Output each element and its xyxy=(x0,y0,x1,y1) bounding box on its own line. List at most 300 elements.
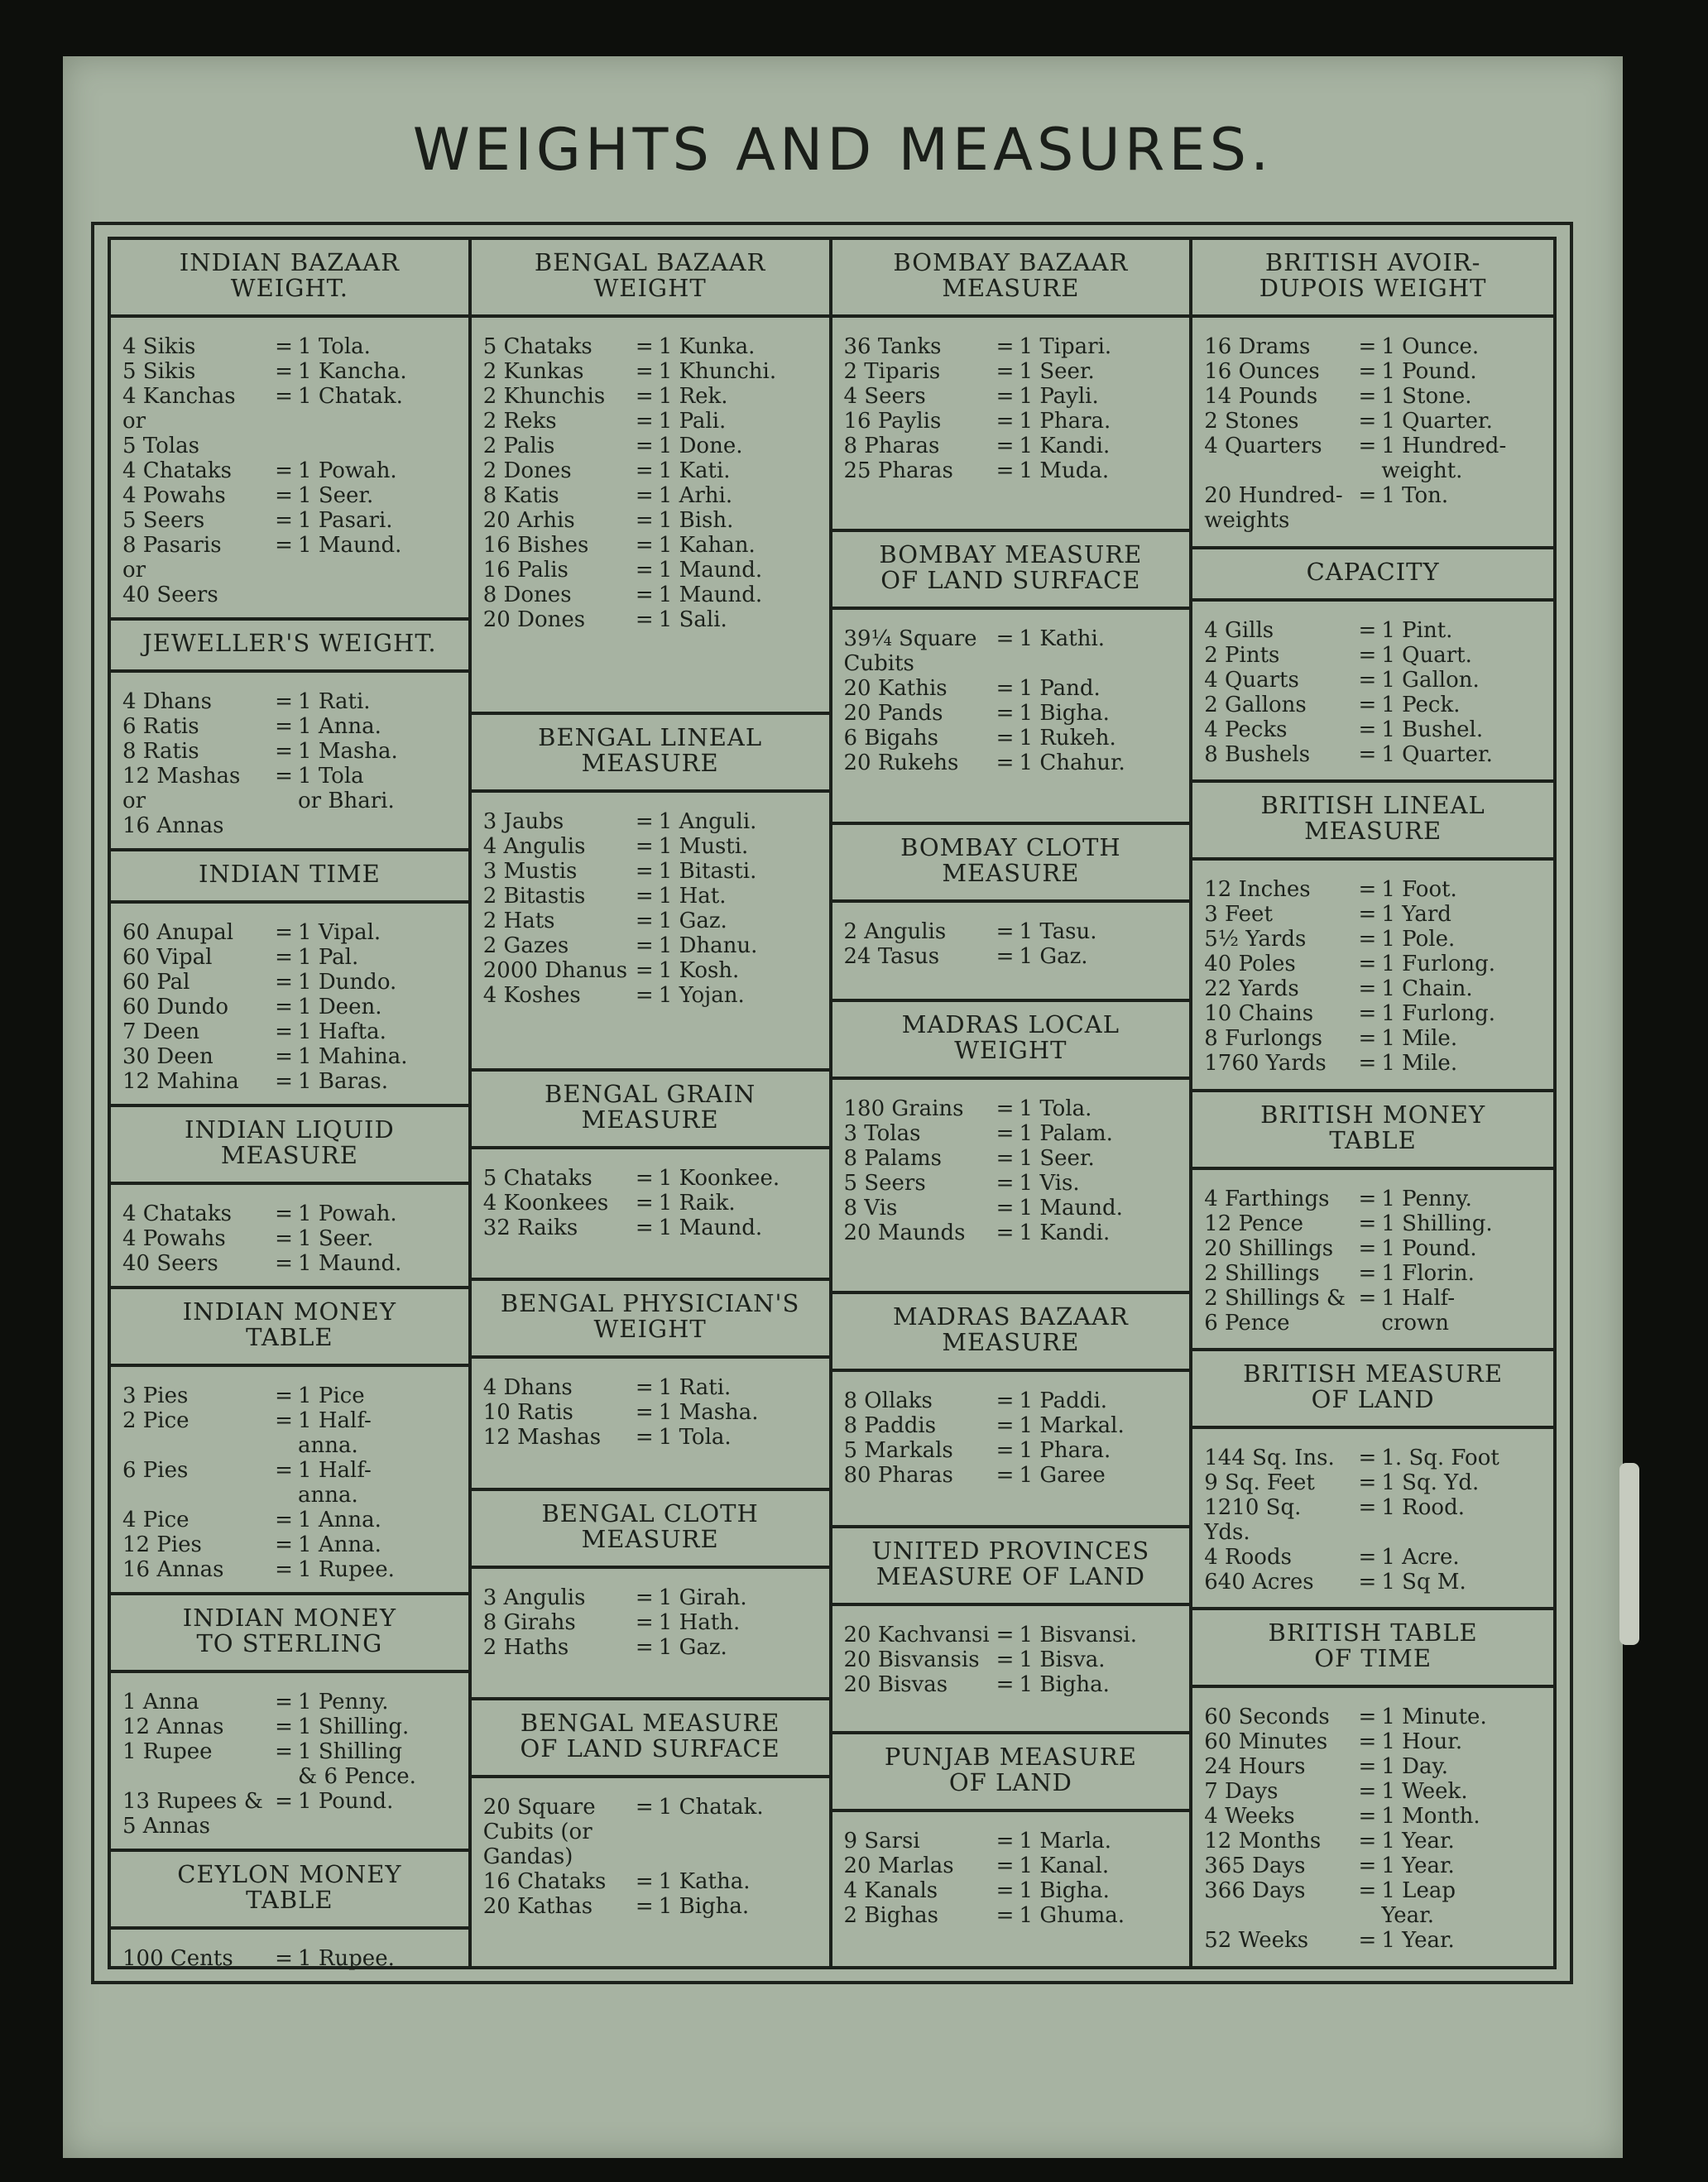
row-equivalent: 1 Pasari. xyxy=(298,508,393,533)
measure-table xyxy=(1192,1607,1553,1966)
measure-table xyxy=(111,617,468,848)
table-row xyxy=(844,458,1182,483)
row-equals: = xyxy=(275,1019,293,1044)
row-equals: = xyxy=(635,558,654,583)
row-equivalent: 1 Half- anna. xyxy=(298,1408,372,1458)
table-row xyxy=(1204,668,1545,693)
row-quantity: 60 Dundo xyxy=(122,995,228,1019)
measure-table xyxy=(472,712,829,1068)
row-equals: = xyxy=(996,918,1015,944)
row-equivalent: 1 Tola. xyxy=(1019,1096,1092,1121)
row-equals: = xyxy=(1358,1753,1377,1779)
row-quantity: 4 Roods xyxy=(1204,1544,1292,1570)
table-row xyxy=(1204,409,1545,434)
row-quantity: 2 Shillings xyxy=(1204,1260,1320,1286)
table-row xyxy=(122,689,460,714)
row-equals: = xyxy=(1358,483,1377,508)
row-equivalent: 1 Dundo. xyxy=(298,970,397,995)
row-quantity: 4 Weeks xyxy=(1204,1803,1295,1829)
table-row xyxy=(122,508,460,533)
row-equivalent: 1 Mile. xyxy=(1381,1050,1458,1076)
row-quantity: 16 Drams xyxy=(1204,334,1311,359)
row-equals: = xyxy=(275,920,293,945)
row-quantity: 3 Mustis xyxy=(482,858,578,884)
row-quantity: 2 Angulis xyxy=(843,918,947,944)
row-equivalent: 1 Year. xyxy=(1381,1853,1455,1878)
row-equivalent: 1 Tasu. xyxy=(1019,918,1097,944)
row-equals: = xyxy=(635,533,654,558)
row-equivalent: 1 Yojan. xyxy=(658,982,745,1008)
row-equals: = xyxy=(275,458,293,483)
row-equals: = xyxy=(996,1388,1015,1413)
row-equivalent: 1 Month. xyxy=(1381,1803,1480,1829)
row-equivalent: 1 Pound. xyxy=(1381,359,1477,384)
table-row xyxy=(844,1647,1182,1672)
table-row xyxy=(483,859,821,884)
table-row xyxy=(1204,742,1545,767)
row-equivalent: 1 Pand. xyxy=(1019,676,1101,702)
row-equivalent: 1 Foot. xyxy=(1381,876,1457,902)
row-equals: = xyxy=(635,508,654,533)
table-row xyxy=(844,751,1182,775)
row-quantity: 30 Deen xyxy=(122,1044,214,1069)
row-equivalent: 1. Sq. Foot xyxy=(1381,1445,1499,1470)
row-equivalent: 1 Hundred- weight. xyxy=(1381,434,1507,483)
row-quantity: 8 Paddis xyxy=(843,1412,937,1438)
row-equivalent: 1 Hat. xyxy=(658,883,727,909)
row-equals: = xyxy=(275,1069,293,1094)
table-row xyxy=(483,884,821,909)
table-body xyxy=(472,793,829,1068)
row-quantity: 180 Grains xyxy=(843,1096,964,1121)
row-equals: = xyxy=(275,1739,293,1764)
row-equals: = xyxy=(996,458,1015,483)
row-equals: = xyxy=(635,607,654,632)
table-row xyxy=(122,1789,460,1839)
row-equivalent: 1 Deen. xyxy=(298,995,382,1019)
row-equivalent: 1 Chahur. xyxy=(1019,751,1125,776)
table-row xyxy=(122,1069,460,1094)
row-equals: = xyxy=(1358,1000,1377,1026)
row-equivalent: 1 Garee xyxy=(1019,1462,1106,1488)
row-equals: = xyxy=(996,1854,1015,1879)
table-row xyxy=(122,1532,460,1557)
table-row xyxy=(483,834,821,859)
table-row xyxy=(122,945,460,970)
row-equals: = xyxy=(275,1557,293,1582)
table-row xyxy=(1204,643,1545,668)
row-equivalent: 1 Tola. xyxy=(658,1425,732,1451)
row-quantity: 3 Angulis xyxy=(482,1585,586,1610)
table-row xyxy=(122,533,460,607)
table-row xyxy=(483,558,821,583)
column-3 xyxy=(832,240,1193,1966)
table-row xyxy=(483,384,821,409)
row-equals: = xyxy=(635,933,654,958)
table-row xyxy=(1204,384,1545,409)
row-quantity: 20 Kachvansi xyxy=(843,1623,990,1648)
table-row xyxy=(483,809,821,834)
row-equivalent: 1 Maund. xyxy=(658,558,763,583)
row-equivalent: 1 Kancha. xyxy=(298,359,407,384)
table-row xyxy=(844,1388,1182,1413)
row-equivalent: 1 Gaz. xyxy=(658,1634,727,1660)
row-equals: = xyxy=(996,1903,1015,1929)
row-quantity: 640 Acres xyxy=(1204,1569,1314,1595)
row-equivalent: 1 Paddi. xyxy=(1019,1388,1108,1413)
row-quantity: 4 Quarters xyxy=(1204,434,1322,458)
table-row xyxy=(122,384,460,458)
row-equivalent: 1 Mile. xyxy=(1381,1025,1458,1051)
row-equivalent: 1 Gaz. xyxy=(658,908,727,933)
table-row xyxy=(844,1854,1182,1878)
table-row xyxy=(122,1384,460,1408)
row-equals: = xyxy=(635,1375,654,1401)
table-heading: BENGAL CLOTH MEASURE xyxy=(472,1491,829,1569)
row-quantity: 1 Rupee xyxy=(122,1739,213,1764)
measure-table xyxy=(1192,1089,1553,1348)
table-row xyxy=(1204,1187,1545,1211)
row-equivalent: 1 Pound. xyxy=(1381,1235,1477,1261)
measure-table xyxy=(111,1849,468,1981)
row-quantity: 16 Ounces xyxy=(1204,359,1320,384)
row-equivalent: 1 Marla. xyxy=(1019,1829,1111,1854)
row-equals: = xyxy=(1358,1211,1377,1236)
row-equals: = xyxy=(1358,1877,1377,1903)
row-quantity: 8 Katis xyxy=(482,483,559,508)
row-equals: = xyxy=(275,739,293,764)
row-equivalent: 1 Khunchi. xyxy=(658,359,777,384)
row-equals: = xyxy=(1358,1050,1377,1076)
row-equals: = xyxy=(635,883,654,909)
row-quantity: 20 Shillings xyxy=(1204,1235,1334,1261)
row-equals: = xyxy=(996,1145,1015,1171)
table-row xyxy=(1204,693,1545,717)
row-equals: = xyxy=(275,1532,293,1557)
row-equivalent: 1 Penny. xyxy=(298,1690,389,1714)
row-equivalent: 1 Tipari. xyxy=(1019,334,1112,359)
table-row xyxy=(1204,1705,1545,1729)
row-equals: = xyxy=(635,1894,654,1920)
page xyxy=(63,56,1623,2158)
table-heading: BRITISH MEASURE OF LAND xyxy=(1192,1351,1553,1429)
row-equivalent: 1 Pice xyxy=(298,1384,365,1408)
row-equals: = xyxy=(996,434,1015,458)
row-equals: = xyxy=(1358,1704,1377,1729)
row-quantity: 2 Pints xyxy=(1204,642,1280,668)
table-row xyxy=(1204,1854,1545,1878)
table-row xyxy=(122,1201,460,1226)
row-equivalent: 1 Rek. xyxy=(658,384,728,409)
table-row xyxy=(483,1425,821,1450)
measure-table xyxy=(472,1488,829,1697)
row-equivalent: 1 Katha. xyxy=(658,1869,751,1895)
measure-table xyxy=(111,848,468,1104)
row-equivalent: 1 Kosh. xyxy=(658,957,740,983)
row-equivalent: 1 Chatak. xyxy=(658,1795,764,1820)
row-equals: = xyxy=(275,1789,293,1814)
table-heading: BRITISH AVOIR- DUPOIS WEIGHT xyxy=(1192,240,1553,318)
row-quantity: 5 Markals xyxy=(843,1437,953,1463)
row-quantity: 4 Dhans xyxy=(122,689,212,714)
row-equals: = xyxy=(275,970,293,995)
row-equals: = xyxy=(996,1120,1015,1146)
row-quantity: 4 Seers xyxy=(843,384,926,409)
row-equals: = xyxy=(996,701,1015,727)
table-row xyxy=(483,1869,821,1894)
row-quantity: 4 Dhans xyxy=(482,1375,573,1401)
row-quantity: 2 Dones xyxy=(482,458,572,483)
table-body xyxy=(111,318,468,617)
row-equals: = xyxy=(635,434,654,458)
row-equals: = xyxy=(275,1226,293,1251)
row-equivalent: 1 Maund. xyxy=(1019,1195,1123,1220)
row-quantity: 13 Rupees & 5 Annas xyxy=(122,1789,263,1839)
row-quantity: 24 Tasus xyxy=(843,943,940,969)
table-row xyxy=(1204,1001,1545,1026)
row-quantity: 16 Palis xyxy=(482,558,569,583)
row-equals: = xyxy=(996,626,1015,652)
row-quantity: 60 Anupal xyxy=(122,920,234,945)
row-quantity: 1 Anna xyxy=(122,1690,199,1714)
table-row xyxy=(844,1903,1182,1928)
table-heading: BRITISH MONEY TABLE xyxy=(1192,1092,1553,1170)
table-body xyxy=(472,1569,829,1697)
row-equivalent: 1 Shilling. xyxy=(298,1714,410,1739)
row-quantity: 2 Palis xyxy=(482,434,555,458)
table-heading: BENGAL LINEAL MEASURE xyxy=(472,715,829,793)
row-quantity: 4 Powahs xyxy=(122,483,226,508)
measure-table xyxy=(111,1286,468,1592)
table-row xyxy=(844,1463,1182,1488)
table-row xyxy=(483,607,821,632)
table-row xyxy=(122,714,460,739)
table-row xyxy=(122,1508,460,1532)
measure-table xyxy=(111,1104,468,1286)
row-equivalent: 1 Phara. xyxy=(1019,1437,1111,1463)
row-equals: = xyxy=(1358,1828,1377,1854)
row-equals: = xyxy=(275,714,293,739)
row-quantity: 40 Poles xyxy=(1204,951,1296,976)
table-row xyxy=(844,1672,1182,1697)
row-equivalent: 1 Anna. xyxy=(298,1508,381,1532)
row-quantity: 20 Kathis xyxy=(843,676,948,702)
row-equals: = xyxy=(1358,692,1377,717)
row-equals: = xyxy=(275,764,293,789)
row-equivalent: 1 Bigha. xyxy=(1019,701,1110,727)
row-equals: = xyxy=(1358,1778,1377,1804)
row-equals: = xyxy=(635,1216,654,1240)
row-quantity: 4 Chataks xyxy=(122,1201,232,1226)
row-equals: = xyxy=(1358,359,1377,384)
row-equivalent: 1 Florin. xyxy=(1381,1260,1475,1286)
row-equals: = xyxy=(1358,1260,1377,1286)
row-equals: = xyxy=(275,1508,293,1532)
table-row xyxy=(1204,976,1545,1001)
row-equivalent: 1 Palam. xyxy=(1019,1120,1113,1146)
table-row xyxy=(844,676,1182,701)
table-heading: BENGAL MEASURE OF LAND SURFACE xyxy=(472,1700,829,1778)
row-equivalent: 1 Stone. xyxy=(1381,384,1472,409)
row-equals: = xyxy=(1358,642,1377,668)
table-row xyxy=(122,1739,460,1789)
measure-table xyxy=(1192,546,1553,779)
table-body xyxy=(832,1812,1190,1966)
table-row xyxy=(483,958,821,983)
row-equals: = xyxy=(275,1458,293,1483)
table-row xyxy=(1204,434,1545,483)
table-heading: INDIAN MONEY TABLE xyxy=(111,1289,468,1367)
table-body xyxy=(111,1367,468,1592)
row-equals: = xyxy=(996,1829,1015,1854)
row-equals: = xyxy=(996,676,1015,702)
row-equals: = xyxy=(275,1384,293,1408)
row-quantity: 20 Maunds xyxy=(843,1220,966,1245)
table-row xyxy=(122,1557,460,1582)
row-equals: = xyxy=(275,483,293,508)
row-equivalent: 1 Rati. xyxy=(298,689,371,714)
row-equals: = xyxy=(1358,876,1377,902)
table-row xyxy=(1204,877,1545,902)
row-equivalent: 1 Bisvansi. xyxy=(1019,1623,1137,1648)
row-quantity: 40 Seers xyxy=(122,1251,218,1276)
table-row xyxy=(1204,483,1545,533)
row-equals: = xyxy=(1358,976,1377,1001)
table-row xyxy=(122,1458,460,1508)
table-body xyxy=(472,1149,829,1278)
row-equivalent: 1 Kahan. xyxy=(658,533,756,558)
row-equivalent: 1 Minute. xyxy=(1381,1704,1487,1729)
row-equivalent: 1 Koonkee. xyxy=(658,1166,780,1191)
table-body xyxy=(832,903,1190,999)
table-row xyxy=(483,1400,821,1425)
row-equals: = xyxy=(635,384,654,409)
table-body xyxy=(1192,861,1553,1089)
table-row xyxy=(483,409,821,434)
table-row xyxy=(1204,1470,1545,1495)
row-quantity: 20 Marlas xyxy=(843,1854,954,1879)
row-equivalent: 1 Seer. xyxy=(298,483,374,508)
row-quantity: 4 Koshes xyxy=(482,982,581,1008)
row-equivalent: 1 Hath. xyxy=(658,1609,741,1635)
row-quantity: 24 Hours xyxy=(1204,1753,1306,1779)
table-heading: INDIAN LIQUID MEASURE xyxy=(111,1107,468,1185)
row-equivalent: 1 Masha. xyxy=(298,739,398,764)
table-row xyxy=(122,995,460,1019)
table-row xyxy=(122,764,460,838)
row-equivalent: 1 Acre. xyxy=(1381,1544,1460,1570)
measure-table xyxy=(832,999,1190,1291)
table-heading: BOMBAY CLOTH MEASURE xyxy=(832,825,1190,903)
table-row xyxy=(122,920,460,945)
row-quantity: 12 Inches xyxy=(1204,876,1311,902)
row-quantity: 8 Ratis xyxy=(122,739,199,764)
torn-edge xyxy=(1619,1463,1639,1645)
table-row xyxy=(122,1044,460,1069)
row-equals: = xyxy=(996,1220,1015,1245)
row-quantity: 2 Hats xyxy=(482,908,555,933)
row-quantity: 80 Pharas xyxy=(843,1462,953,1488)
row-equals: = xyxy=(996,409,1015,434)
table-row xyxy=(844,1096,1182,1121)
row-equals: = xyxy=(635,483,654,508)
row-quantity: 2 Shillings & 6 Pence xyxy=(1204,1285,1346,1336)
row-quantity: 8 Furlongs xyxy=(1204,1025,1322,1051)
row-equivalent: 1 Quarter. xyxy=(1381,409,1493,434)
row-quantity: 60 Vipal xyxy=(122,945,213,970)
row-equals: = xyxy=(996,1878,1015,1904)
row-equals: = xyxy=(635,957,654,983)
table-row xyxy=(1204,902,1545,927)
row-equals: = xyxy=(635,1795,654,1820)
row-quantity: 2 Gazes xyxy=(482,933,569,958)
table-row xyxy=(122,1019,460,1044)
row-quantity: 8 Pharas xyxy=(843,434,940,458)
column-1 xyxy=(111,240,472,1971)
row-equivalent: 1 Sq M. xyxy=(1381,1569,1466,1595)
row-quantity: 4 Quarts xyxy=(1204,667,1299,693)
table-row xyxy=(483,533,821,558)
row-equivalent: 1 Anna. xyxy=(298,1532,381,1557)
table-row xyxy=(483,359,821,384)
row-quantity: 12 Mashas xyxy=(482,1425,602,1451)
row-equivalent: 1 Day. xyxy=(1381,1753,1449,1779)
row-quantity: 20 Bisvas xyxy=(843,1672,948,1698)
row-quantity: 5½ Yards xyxy=(1204,926,1307,952)
row-equals: = xyxy=(275,1201,293,1226)
row-equals: = xyxy=(1358,434,1377,458)
table-body xyxy=(832,1606,1190,1731)
table-row xyxy=(122,1251,460,1276)
table-row xyxy=(844,726,1182,751)
row-equals: = xyxy=(1358,1803,1377,1829)
row-equivalent: 1 Kandi. xyxy=(1019,434,1111,458)
row-equivalent: 1 Markal. xyxy=(1019,1412,1125,1438)
row-equivalent: 1 Muda. xyxy=(1019,458,1110,483)
row-equals: = xyxy=(635,858,654,884)
row-equals: = xyxy=(1358,384,1377,409)
row-quantity: 3 Tolas xyxy=(843,1120,921,1146)
row-quantity: 2 Haths xyxy=(482,1634,569,1660)
row-equivalent: 1 Ounce. xyxy=(1381,334,1480,359)
row-quantity: 4 Pice xyxy=(122,1508,190,1532)
row-equivalent: 1 Hour. xyxy=(1381,1729,1463,1754)
row-equivalent: 1 Chatak. xyxy=(298,384,403,409)
row-equals: = xyxy=(1358,1569,1377,1595)
measure-table xyxy=(1192,1348,1553,1607)
row-equivalent: 1 Rukeh. xyxy=(1019,726,1116,751)
row-quantity: 10 Chains xyxy=(1204,1000,1314,1026)
row-equals: = xyxy=(1358,409,1377,434)
row-quantity: 6 Bigahs xyxy=(843,726,938,751)
table-heading: INDIAN TIME xyxy=(111,851,468,904)
table-row xyxy=(483,334,821,359)
measure-table xyxy=(111,1592,468,1849)
row-equals: = xyxy=(1358,926,1377,952)
row-equivalent: 1 Sali. xyxy=(658,607,727,632)
row-equivalent: 1 Hafta. xyxy=(298,1019,386,1044)
row-quantity: 6 Pies xyxy=(122,1458,189,1483)
table-row xyxy=(483,508,821,533)
row-equals: = xyxy=(275,1690,293,1714)
row-equals: = xyxy=(635,1166,654,1191)
row-equals: = xyxy=(996,334,1015,359)
row-quantity: 5 Sikis xyxy=(122,359,196,384)
row-equals: = xyxy=(996,1170,1015,1196)
row-quantity: 20 Bisvansis xyxy=(843,1647,980,1673)
table-row xyxy=(483,458,821,483)
table-heading: CEYLON MONEY TABLE xyxy=(111,1852,468,1930)
